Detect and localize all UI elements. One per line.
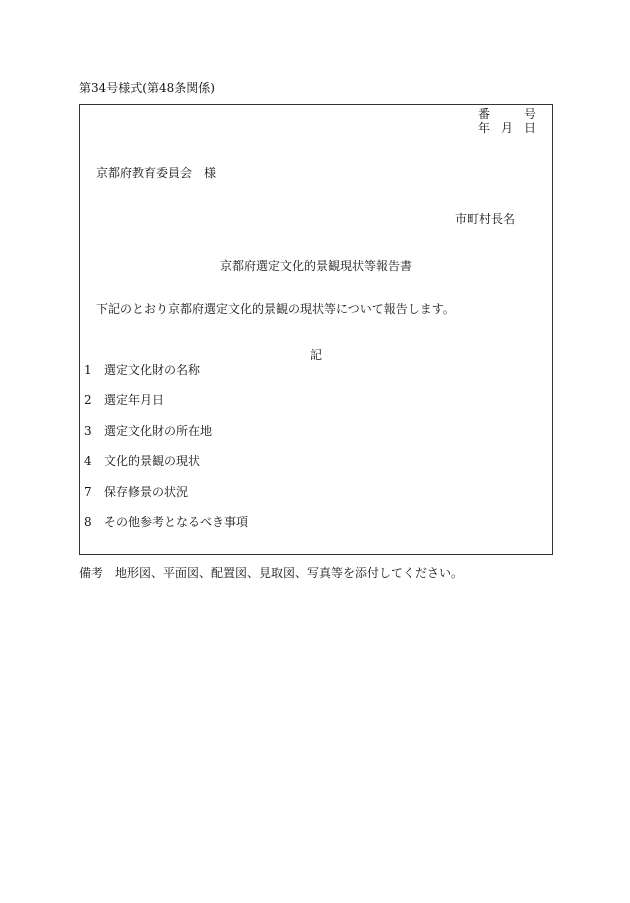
item-text: 選定文化財の所在地 — [104, 424, 213, 438]
item-text: 文化的景観の現状 — [104, 454, 201, 468]
list-item — [84, 485, 188, 499]
number-label-ban: 番 — [478, 107, 491, 121]
item-number: 2 — [84, 393, 92, 407]
date-label-day: 日 — [524, 121, 537, 135]
item-number: 4 — [84, 454, 92, 468]
item-number: 3 — [84, 424, 92, 438]
addressee: 京都府教育委員会 様 — [96, 166, 217, 180]
number-label-go: 号 — [524, 107, 537, 121]
list-item — [84, 515, 248, 529]
list-item — [84, 393, 164, 407]
intro-text: 下記のとおり京都府選定文化的景観の現状等について報告します。 — [96, 302, 455, 316]
date-label-year: 年 — [478, 121, 491, 135]
date-label-month: 月 — [501, 121, 514, 135]
list-item — [84, 424, 212, 438]
item-text: 保存修景の状況 — [104, 485, 189, 499]
item-text: 選定文化財の名称 — [104, 363, 201, 377]
form-number: 第34号様式(第48条関係) — [79, 81, 215, 95]
remarks-note: 備考 地形図、平面図、配置図、見取図、写真等を添付してください。 — [79, 566, 464, 580]
item-number: 8 — [84, 515, 92, 529]
ki-heading: 記 — [309, 348, 322, 362]
list-item — [84, 454, 200, 468]
list-item — [84, 363, 200, 377]
item-text: その他参考となるべき事項 — [104, 515, 249, 529]
sender-name: 市町村長名 — [455, 212, 516, 226]
item-text: 選定年月日 — [104, 393, 165, 407]
item-number: 1 — [84, 363, 92, 377]
item-number: 7 — [84, 485, 92, 499]
document-title: 京都府選定文化的景観現状等報告書 — [219, 259, 412, 273]
